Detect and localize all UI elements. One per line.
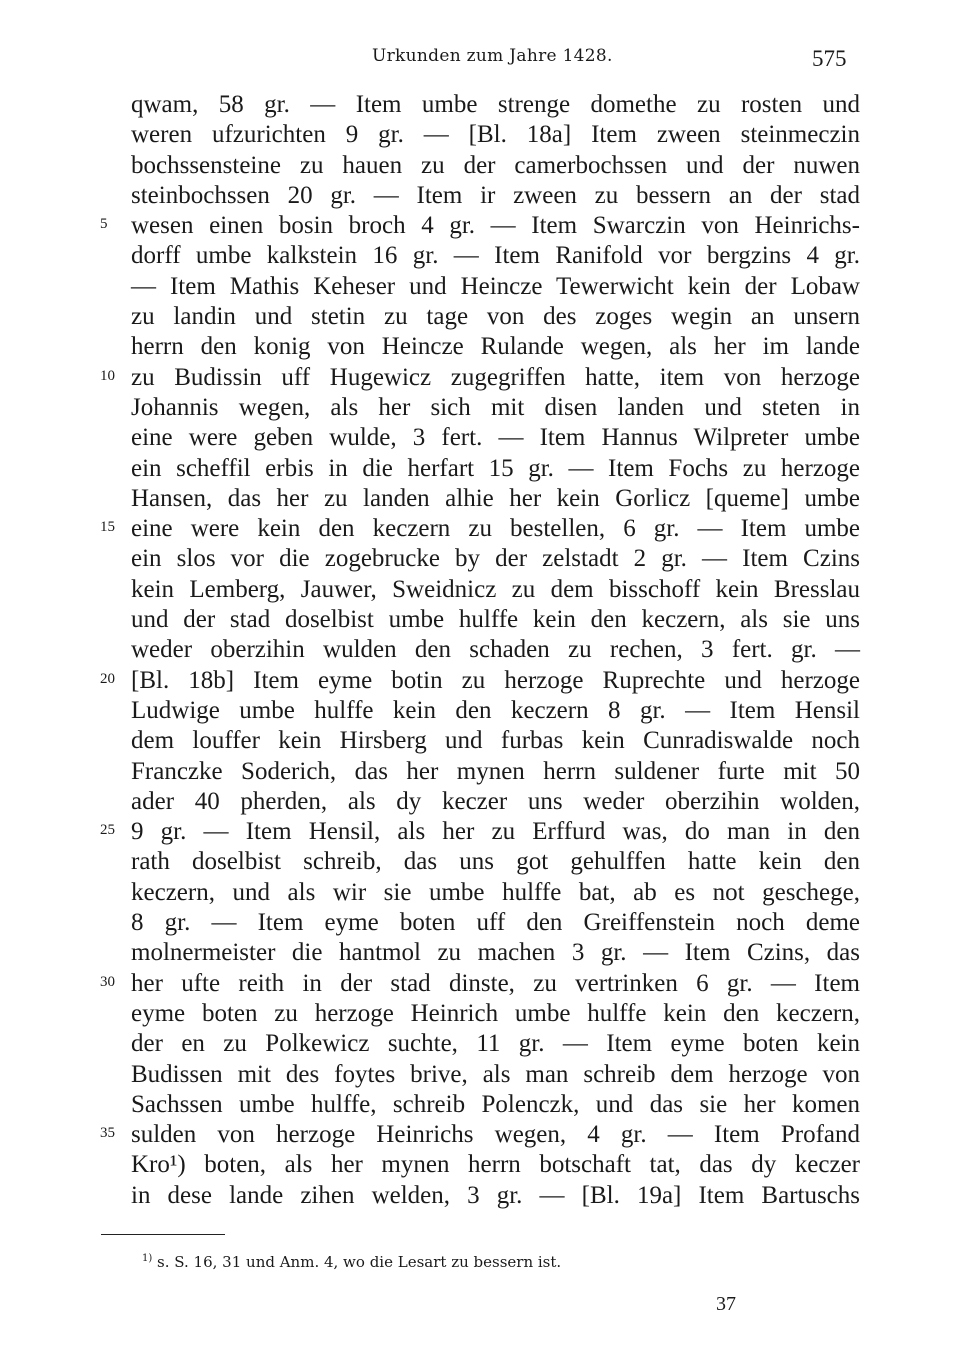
line-text: ein slos vor die zogebrucke by der zelstadt 2 gr. — Item Czins (131, 545, 860, 573)
text-line (0, 272, 960, 302)
line-text: keczern, und als wir sie umbe hulffe bat, ab es not geschege, (131, 878, 860, 906)
text-line (0, 181, 960, 211)
text-line (0, 393, 960, 423)
text-line (0, 666, 960, 696)
line-text: sulden von herzoge Heinrichs wegen, 4 gr. — Item Profand (131, 1121, 860, 1149)
line-text: wesen einen bosin broch 4 gr. — Item Swarczin von Heinrichs- (131, 212, 860, 240)
line-text: Franczke Soderich, das her mynen herrn suldener furte mit 50 (131, 757, 860, 785)
text-line (0, 454, 960, 484)
signature-mark: 37 (716, 1293, 736, 1315)
line-text: Hansen, das her zu landen alhie her kein Gorlicz [queme] umbe (131, 484, 860, 512)
text-line (0, 332, 960, 362)
page-number: 575 (812, 46, 847, 71)
line-number: 5 (100, 216, 108, 233)
text-line (0, 787, 960, 817)
line-text: zu landin und stetin zu tage von des zoges wegin an unsern (131, 303, 860, 331)
running-head (0, 46, 960, 72)
line-number: 30 (100, 973, 115, 990)
text-line (0, 484, 960, 514)
line-text: steinbochssen 20 gr. — Item ir zween zu bessern an der stad (131, 181, 860, 209)
text-line (0, 151, 960, 181)
text-line (0, 363, 960, 393)
footnote-text: s. S. 16, 31 und Anm. 4, wo die Lesart zu bessern ist. (157, 1253, 562, 1271)
line-text: her ufte reith in der stad dinste, zu vertrinken 6 gr. — Item (131, 969, 860, 997)
line-text: molnermeister die hantmol zu machen 3 gr. — Item Czins, das (131, 939, 860, 967)
text-line (0, 757, 960, 787)
line-text: [Bl. 18b] Item eyme botin zu herzoge Ruprechte und herzoge (131, 666, 860, 694)
line-text: dorff umbe kalkstein 16 gr. — Item Ranifold vor bergzins 4 gr. (131, 242, 860, 270)
line-number: 35 (100, 1125, 115, 1142)
line-text: eyme boten zu herzoge Heinrich umbe hulffe kein den keczern, (131, 999, 860, 1027)
text-line (0, 847, 960, 877)
line-text: Budissen mit des foytes brive, als man schreib dem herzoge von (131, 1060, 860, 1088)
text-line (0, 999, 960, 1029)
line-text: — Item Mathis Keheser und Heincze Tewerwicht kein der Lobaw (131, 272, 860, 300)
text-line (0, 120, 960, 150)
line-text: ein scheffil erbis in die herfart 15 gr. — Item Fochs zu herzoge (131, 454, 860, 482)
line-number: 15 (100, 519, 115, 536)
line-text: der en zu Polkewicz suchte, 11 gr. — Item eyme boten kein (131, 1030, 860, 1058)
text-line (0, 1120, 960, 1150)
text-line (0, 1090, 960, 1120)
line-text: Johannis wegen, als her sich mit disen landen und steten in (131, 393, 860, 421)
text-line (0, 423, 960, 453)
line-text: dem louffer kein Hirsberg und furbas kein Cunradiswalde noch (131, 727, 860, 755)
line-text: rath doselbist schreib, das uns got gehulffen hatte kein den (131, 848, 860, 876)
line-text: weren ufzurichten 9 gr. — [Bl. 18a] Item zween steinmeczin (131, 121, 860, 149)
text-line (0, 938, 960, 968)
text-line (0, 696, 960, 726)
line-text: eine were geben wulde, 3 fert. — Item Hannus Wilpreter umbe (131, 424, 860, 452)
line-text: in dese lande zihen welden, 3 gr. — [Bl. 19a] Item Bartuschs (131, 1181, 860, 1209)
text-line (0, 969, 960, 999)
line-text: Ludwige umbe hulffe kein den keczern 8 gr. — Item Hensil (131, 696, 860, 724)
text-line (0, 90, 960, 120)
text-line (0, 1150, 960, 1180)
footnote-marker: 1) (142, 1253, 153, 1264)
line-text: 8 gr. — Item eyme boten uff den Greiffenstein noch deme (131, 909, 860, 937)
footnote-rule (101, 1234, 225, 1235)
text-line (0, 1029, 960, 1059)
text-line (0, 544, 960, 574)
line-text: qwam, 58 gr. — Item umbe strenge domethe zu rosten und (131, 91, 860, 118)
text-line (0, 635, 960, 665)
text-line (0, 908, 960, 938)
line-number: 10 (100, 367, 115, 384)
line-text: weder oberzihin wulden den schaden zu rechen, 3 fert. gr. — (131, 636, 860, 664)
line-number: 20 (100, 670, 115, 687)
line-number: 25 (100, 822, 115, 839)
line-text: ader 40 pherden, als dy keczer uns weder oberzihin wolden, (131, 787, 860, 815)
text-line (0, 878, 960, 908)
line-text: Kro¹) boten, als her mynen herrn botschaft tat, das dy keczer (131, 1151, 860, 1179)
line-text: bochssensteine zu hauen zu der camerbochssen und der nuwen (131, 151, 860, 179)
line-text: herrn den konig von Heincze Rulande wegen, als her im lande (131, 333, 860, 361)
footnote (142, 1253, 561, 1271)
text-line (0, 1060, 960, 1090)
body-text (0, 90, 960, 1211)
line-text: und der stad doselbist umbe hulffe kein den keczern, als sie uns (131, 606, 860, 634)
text-line (0, 211, 960, 241)
line-text: 9 gr. — Item Hensil, als her zu Erffurd was, do man in den (131, 818, 860, 846)
line-text: Sachssen umbe hulffe, schreib Polenczk, und das sie her komen (131, 1090, 860, 1118)
text-line (0, 605, 960, 635)
text-line (0, 302, 960, 332)
text-line (0, 817, 960, 847)
text-line (0, 514, 960, 544)
text-line (0, 241, 960, 271)
text-line (0, 1181, 960, 1211)
text-line (0, 726, 960, 756)
line-text: zu Budissin uff Hugewicz zugegriffen hatte, item von herzoge (131, 363, 860, 391)
line-text: eine were kein den keczern zu bestellen, 6 gr. — Item umbe (131, 515, 860, 543)
line-text: kein Lemberg, Jauwer, Sweidnicz zu dem bisschoff kein Bresslau (131, 575, 860, 603)
running-title: Urkunden zum Jahre 1428. (372, 46, 613, 66)
text-line (0, 575, 960, 605)
